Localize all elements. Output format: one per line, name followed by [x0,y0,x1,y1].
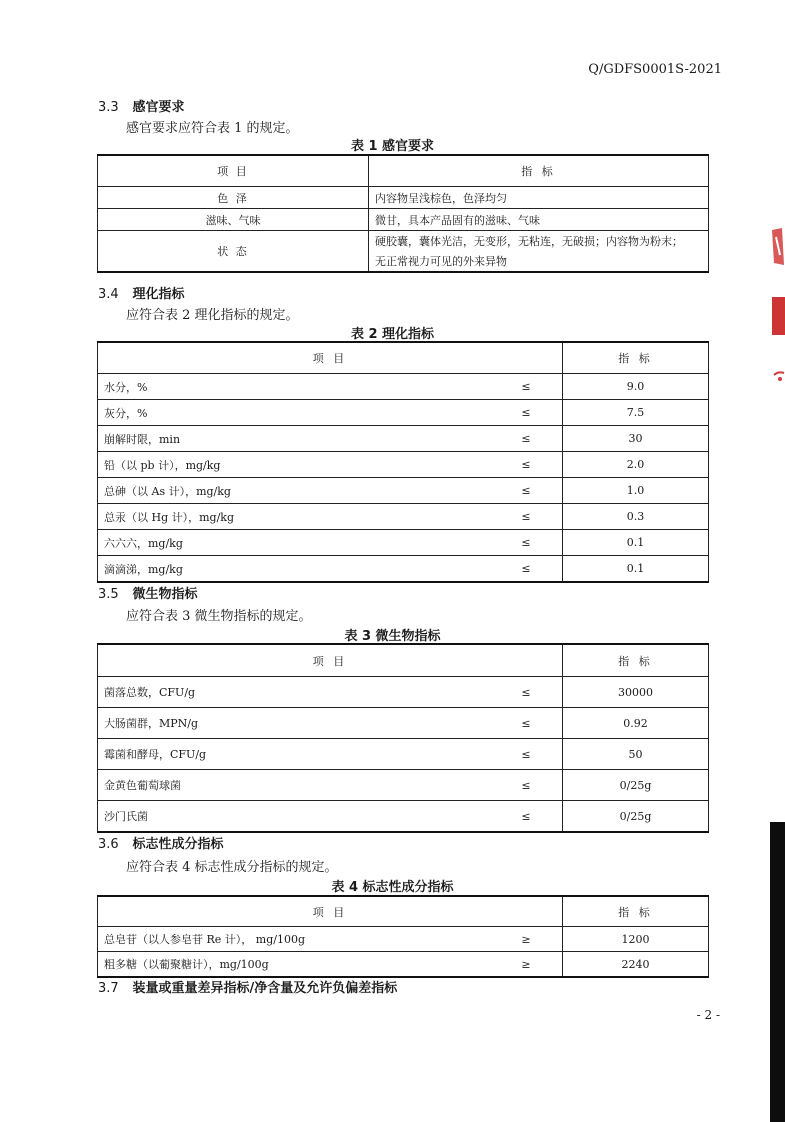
table-cell-operator: ≥ [490,927,563,952]
table-header-item: 项 目 [98,644,563,677]
table-caption-3: 表 3 微生物指标 [344,629,441,644]
table-cell-operator: ≤ [490,708,563,739]
section-heading-3-6 [98,833,224,852]
table-cell-value: 30 [563,426,709,452]
section-title: 理化指标 [132,287,185,302]
table-row [98,530,709,556]
table-microbiological [97,643,709,833]
table-cell-item: 水分，% [98,374,491,400]
table-cell-operator: ≤ [490,556,563,583]
table-header-item: 项 目 [98,342,563,374]
section-number: 3.7 [98,981,119,996]
section-title: 装量或重量差异指标/净含量及允许负偏差指标 [132,981,398,996]
table-cell-value: 30000 [563,677,709,708]
table-cell-item: 总汞（以 Hg 计），mg/kg [98,504,491,530]
table-cell-operator: ≤ [490,452,563,478]
table-cell-operator: ≤ [490,801,563,833]
section-heading-3-7 [98,977,397,996]
section-heading-3-5 [98,583,198,602]
table-cell-item: 粗多糖（以葡聚糖计），mg/100g [98,952,491,978]
document-code: Q/GDFS0001S-2021 [588,62,722,77]
table-cell-value: 50 [563,739,709,770]
table-header-index: 指 标 [563,896,709,927]
table-row [98,452,709,478]
table-caption-4: 表 4 标志性成分指标 [331,880,454,895]
section-title: 感官要求 [132,100,185,115]
table-sensory [97,154,709,273]
table-cell-item: 大肠菌群，MPN/g [98,708,491,739]
table-cell-value: 7.5 [563,400,709,426]
table-cell-item: 金黄色葡萄球菌 [98,770,491,801]
table-cell-value: 内容物呈浅棕色，色泽均匀 [369,187,709,209]
table-header-index: 指 标 [563,342,709,374]
table-header-row [98,896,709,927]
table-cell-value: 2240 [563,952,709,978]
table-cell-item: 崩解时限，min [98,426,491,452]
table-cell-value: 0.92 [563,708,709,739]
table-cell-value: 0/25g [563,801,709,833]
table-cell-operator: ≤ [490,400,563,426]
section-paragraph: 应符合表 3 微生物指标的规定。 [126,609,312,624]
table-row [98,708,709,739]
table-row [98,927,709,952]
table-cell-value: 2.0 [563,452,709,478]
table-cell-value: 0.1 [563,530,709,556]
table-cell-value: 微甘，具本产品固有的滋味、气味 [369,209,709,231]
table-row [98,187,709,209]
section-heading-3-3 [98,96,185,115]
section-paragraph: 应符合表 2 理化指标的规定。 [126,308,299,323]
stamp-fragment-icon [760,225,785,395]
table-cell-item: 滴滴涕，mg/kg [98,556,491,583]
table-marker-components [97,895,709,978]
table-cell-item: 霉菌和酵母，CFU/g [98,739,491,770]
table-cell-item: 总砷（以 As 计），mg/kg [98,478,491,504]
table-cell-item: 六六六，mg/kg [98,530,491,556]
table-cell-value: 1.0 [563,478,709,504]
table-cell-operator: ≥ [490,952,563,978]
table-cell-item: 色 泽 [98,187,369,209]
table-header-row [98,342,709,374]
table-row [98,209,709,231]
section-title: 标志性成分指标 [132,837,224,852]
table-row [98,426,709,452]
table-cell-item: 菌落总数，CFU/g [98,677,491,708]
section-number: 3.6 [98,837,119,852]
table-cell-value: 1200 [563,927,709,952]
table-caption-2: 表 2 理化指标 [350,327,435,342]
table-cell-value: 0/25g [563,770,709,801]
table-row [98,400,709,426]
section-number: 3.3 [98,100,119,115]
section-heading-3-4 [98,283,185,302]
table-header-row [98,644,709,677]
table-row [98,556,709,583]
table-cell-item: 滋味、气味 [98,209,369,231]
table-row [98,952,709,978]
table-header-item: 项 目 [98,155,369,187]
table-cell-operator: ≤ [490,478,563,504]
table-row [98,739,709,770]
table-cell-item: 状 态 [98,231,369,273]
table-header-row [98,155,709,187]
table-cell-item: 铅（以 pb 计），mg/kg [98,452,491,478]
table-row [98,677,709,708]
table-cell-value: 0.3 [563,504,709,530]
table-cell-operator: ≤ [490,739,563,770]
table-cell-item: 总皂苷（以人参皂苷 Re 计）， mg/100g [98,927,491,952]
table-cell-value: 无正常视力可见的外来异物 [369,251,709,272]
section-paragraph: 应符合表 4 标志性成分指标的规定。 [126,860,338,875]
table-cell-item: 灰分，% [98,400,491,426]
section-title: 微生物指标 [132,587,198,602]
table-header-index: 指 标 [563,644,709,677]
table-cell-operator: ≤ [490,530,563,556]
scan-edge-shadow [770,822,785,1122]
table-header-index: 指 标 [369,155,709,187]
table-row [98,801,709,833]
table-row [98,770,709,801]
table-cell-value: 硬胶囊，囊体光洁，无变形，无粘连，无破损；内容物为粉末； [369,231,709,252]
page-number: - 2 - [696,1008,720,1022]
table-cell-item: 沙门氏菌 [98,801,491,833]
section-number: 3.5 [98,587,119,602]
table-row [98,478,709,504]
table-row [98,231,709,252]
table-cell-operator: ≤ [490,770,563,801]
section-number: 3.4 [98,287,119,302]
table-header-item: 项 目 [98,896,563,927]
table-row [98,374,709,400]
table-cell-value: 0.1 [563,556,709,583]
table-physicochemical [97,341,709,583]
table-cell-operator: ≤ [490,504,563,530]
table-row [98,504,709,530]
section-paragraph: 感官要求应符合表 1 的规定。 [126,121,299,136]
table-cell-operator: ≤ [490,426,563,452]
table-cell-value: 9.0 [563,374,709,400]
table-cell-operator: ≤ [490,374,563,400]
table-caption-1: 表 1 感官要求 [350,139,435,154]
table-cell-operator: ≤ [490,677,563,708]
